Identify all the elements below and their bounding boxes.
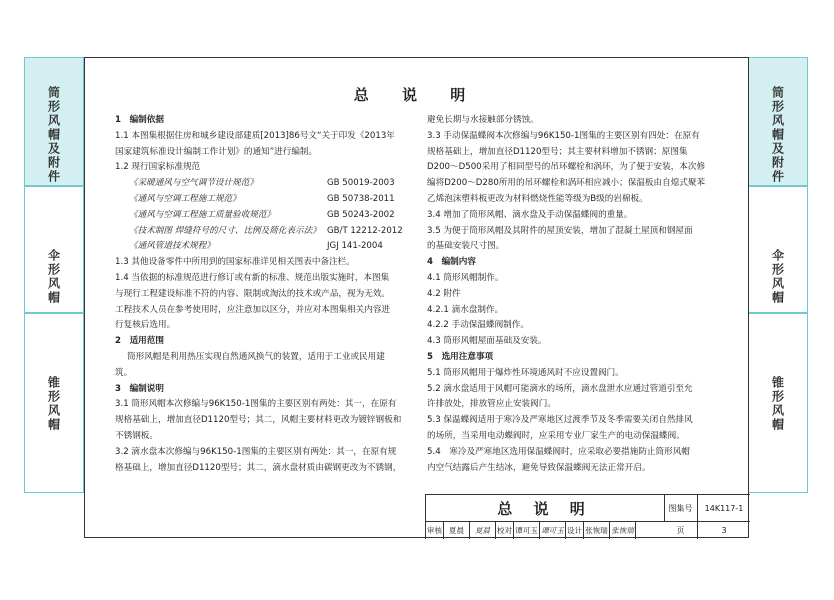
role-label: 校对: [496, 521, 514, 539]
text-line: 4.2.2 手动保温蝶阀制作。: [427, 320, 529, 331]
right-column: [427, 113, 747, 476]
text-line: 5.4 寒冷及严寒地区选用保温蝶阀时，应采取必要措施防止筒形风帽: [427, 446, 690, 457]
page-label: 页: [664, 521, 698, 539]
role-name: 夏晨: [444, 521, 470, 539]
side-tab-3[interactable]: [748, 313, 808, 493]
text-line: 3.2 滴水盘本次修编与96K150-1图集的主要区别有两处：其一，在原有规: [115, 446, 397, 457]
text-line: 1.1 本图集根据住房和城乡建设部建质[2013]86号文“关于印发《2013年: [115, 130, 395, 141]
side-tab-2[interactable]: [24, 186, 84, 313]
standard-code: GB/T 12212-2012: [327, 225, 403, 236]
section-heading: 5 选用注意事项: [427, 351, 494, 362]
section-heading: 2 适用范围: [115, 336, 164, 347]
text-line: 5.1 筒形风帽用于爆炸性环境通风时不应设置阀门。: [427, 367, 624, 378]
text-line: 5.3 保温蝶阀适用于寒冷及严寒地区过渡季节及冬季需要关闭自然排风: [427, 415, 693, 426]
text-line: 筒形风帽是利用热压实现自然通风换气的装置，适用于工业或民用建: [127, 351, 385, 362]
role-label: 设计: [566, 521, 584, 539]
standard-title: 《采暖通风与空气调节设计规范》: [129, 178, 258, 189]
standard-reference: [115, 192, 435, 208]
text-line: D200～D500采用了相同型号的吊环螺栓和涡环，为了便于安装，本次修: [427, 162, 706, 173]
page-number: 3: [721, 525, 727, 535]
standard-title: 《通风管道技术规程》: [129, 241, 215, 252]
standard-reference: [115, 224, 435, 240]
text-line: 4.2 附件: [427, 288, 461, 299]
role-name: 谭可玉: [514, 521, 540, 539]
text-line: 的场所，当采用电动蝶阀时，应采用专业厂家生产的电动保温蝶阀。: [427, 430, 685, 441]
left-column: [115, 113, 435, 476]
text-line: 规格基础上，增加直径D1120型号；其二，风帽主要材料更改为镀锌钢板和: [115, 415, 402, 426]
standard-code: GB 50019-2003: [327, 178, 395, 189]
standard-title: 《通风与空调工程施工规范》: [129, 193, 241, 204]
role-signature: 夏晨: [470, 521, 496, 539]
role-signature: 张恢瑞: [610, 521, 636, 539]
section-heading: 4 编制内容: [427, 257, 476, 268]
text-line: 规格基础上，增加直径D1120型号；其主要材料增加不锈钢；原图集: [427, 146, 688, 157]
text-line: 4.1 筒形风帽制作。: [427, 272, 504, 283]
section-heading: 1 编制依据: [115, 115, 164, 125]
side-tab-label: 筒形风帽及附件: [770, 86, 785, 184]
text-line: 乙烯泡沫塑料板更改为材料燃烧性能等级为B级的岩棉板。: [427, 193, 648, 204]
text-line: 内空气结露后产生结冰，避免导致保温蝶阀无法正常开启。: [427, 462, 651, 473]
document-title: 总 说 明: [353, 86, 480, 104]
text-line: 编将D200～D280所用的吊环螺栓和涡环相应减小；保温板由自熄式聚苯: [427, 178, 706, 189]
text-line: 3.5 为便于筒形风帽及其附件的屋顶安装，增加了混凝土屋顶和钢屋面: [427, 225, 693, 236]
standard-reference: [115, 176, 435, 192]
standard-code: GB 50738-2011: [327, 193, 395, 204]
drawing-frame: [84, 57, 749, 538]
text-line: 行复核后选用。: [115, 320, 176, 331]
standard-title: 《通风与空调工程施工质量验收规范》: [129, 209, 276, 220]
standard-reference: [115, 208, 435, 224]
standard-reference: [115, 239, 435, 255]
text-line: 许排放处，排放管应止安装阀门。: [427, 399, 556, 410]
side-tab-label: 伞形风帽: [770, 249, 785, 305]
text-line: 1.2 现行国家标准规范: [115, 162, 201, 173]
title-block-name: 总 说 明: [426, 495, 665, 521]
side-tab-3[interactable]: [24, 313, 84, 493]
text-line: 5.2 滴水盘适用于风帽可能滴水的场所，滴水盘泄水应通过管道引至允: [427, 383, 693, 394]
text-line: 4.3 筒形风帽屋面基础及安装。: [427, 336, 547, 347]
standard-code: GB 50243-2002: [327, 209, 395, 220]
side-tab-label: 伞形风帽: [46, 249, 61, 305]
role-label: 审核: [426, 521, 444, 539]
text-line: 1.4 当依据的标准规范进行修订或有新的标准、规范出版实施时，本图集: [115, 272, 390, 283]
section-heading: 3 编制说明: [115, 383, 164, 394]
role-signature: 谭可玉: [540, 521, 566, 539]
side-tab-label: 筒形风帽及附件: [46, 86, 61, 184]
text-line: 工程技术人员在参考使用时，应注意加以区分，并应对本图集相关内容进: [115, 304, 391, 315]
title-block: [425, 494, 750, 539]
text-line: 不锈钢板。: [115, 430, 158, 441]
standard-code: JGJ 141-2004: [327, 241, 383, 252]
text-line: 避免长期与水接触部分锈蚀。: [427, 115, 539, 125]
role-name: 张恢瑞: [584, 521, 610, 539]
text-line: 3.4 增加了筒形风帽、滴水盘及手动保温蝶阀的重量。: [427, 209, 633, 220]
text-line: 4.2.1 滴水盘制作。: [427, 304, 504, 315]
text-line: 1.3 其他设备零件中所用到的国家标准详见相关图表中备注栏。: [115, 257, 355, 268]
text-line: 3.3 手动保温蝶阀本次修编与96K150-1图集的主要区别有四处：在原有: [427, 130, 700, 141]
text-line: 3.1 筒形风帽本次修编与96K150-1图集的主要区别有两处：其一，在原有: [115, 399, 397, 410]
side-tab-label: 锥形风帽: [46, 376, 61, 432]
atlas-number: 14K117-1: [704, 503, 744, 513]
text-line: 的基础安装尺寸图。: [427, 241, 505, 252]
atlas-label: 图集号: [664, 495, 698, 521]
side-tab-2[interactable]: [748, 186, 808, 313]
standard-title: 《技术制图 焊缝符号的尺寸、比例及简化表示法》: [129, 225, 321, 236]
text-line: 与现行工程建设标准不符的内容、限制或淘汰的技术或产品，视为无效。: [115, 288, 391, 299]
text-line: 格基础上，增加直径D1120型号；其二，滴水盘材质由碳钢更改为不锈钢，: [115, 462, 402, 473]
side-tab-1[interactable]: [748, 57, 808, 186]
side-tab-1[interactable]: [24, 57, 84, 186]
side-tab-label: 锥形风帽: [770, 376, 785, 432]
text-line: 筑。: [115, 367, 133, 378]
text-line: 国家建筑标准设计编制工作计划》的通知”进行编制。: [115, 146, 318, 157]
